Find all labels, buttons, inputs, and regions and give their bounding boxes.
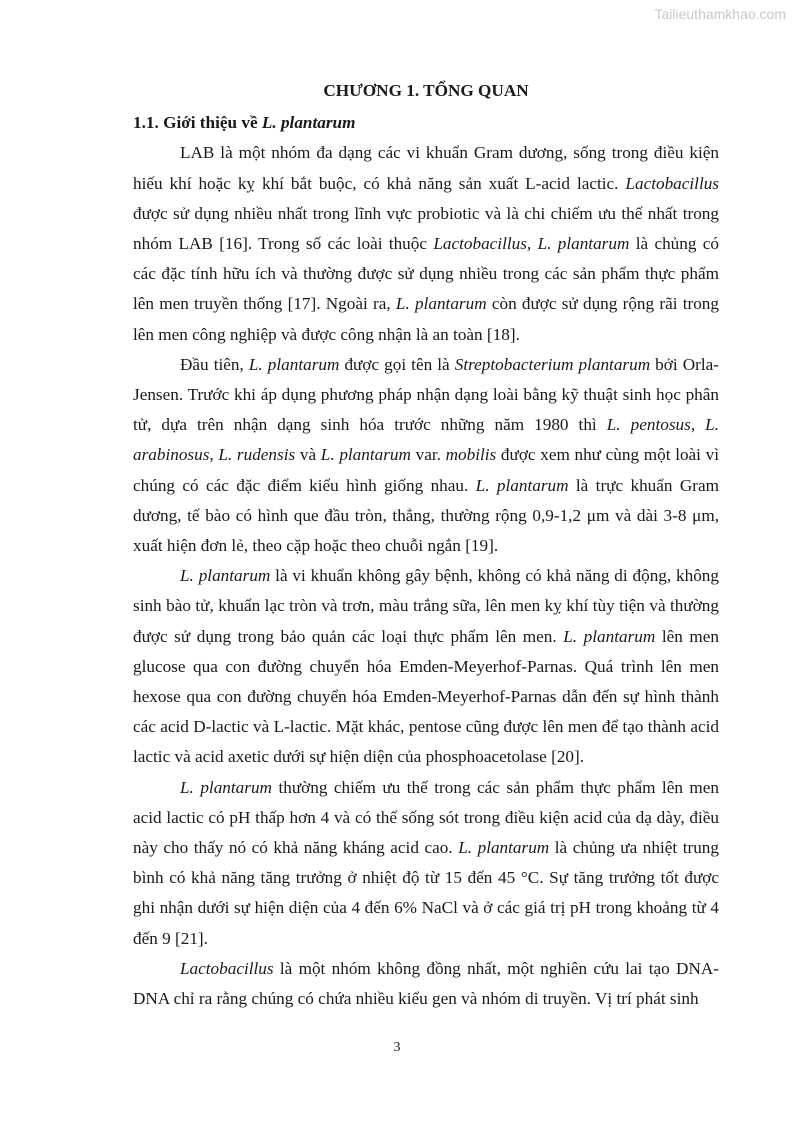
italic-term: L. plantarum (458, 838, 550, 858)
text-run: còn được sử dụng rộng rãi trong lên men công nghiệp và được công nhận là an toàn [18]. (133, 294, 719, 344)
chapter-title: CHƯƠNG 1. TỔNG QUAN (323, 81, 529, 100)
text-run: là một nhóm không đồng nhất, một nghiên cứu lai tạo DNA-DNA chỉ ra rằng chúng có chứa nhiều kiểu gen và nhóm di truyền. Vị trí phát sinh (133, 958, 719, 1009)
italic-term: L. arabinosus (133, 415, 720, 465)
text-run: được xem như cùng một loài vì chúng có các đặc điểm kiểu hình giống nhau. (133, 445, 720, 495)
text-run: var. (410, 445, 446, 465)
italic-term: Streptobacterium plantarum (454, 354, 651, 374)
text-run: và (295, 445, 321, 465)
text-run: là trực khuẩn Gram dương, tế bào có hình que đầu tròn, thẳng, thường rộng 0,9-1,2 μm và dài 3-8 μm, xuất hiện đơn lẻ, theo cặp hoặc theo chuỗi ngắn [19]. (133, 475, 719, 556)
watermark: Tailieuthamkhao.com (654, 6, 786, 22)
text-run: là vi khuẩn không gây bệnh, không có khả năng di động, không sinh bào tử, khuẩn lạc tròn và trơn, màu trắng sữa, lên men kỵ khí tùy tiện và thường được sử dụng trong bảo quản các loại thực phẩm lên men. (133, 566, 719, 646)
italic-term: L. plantarum (180, 566, 271, 586)
text-run: , (690, 415, 706, 435)
paragraph (133, 350, 719, 561)
italic-term: Lactobacillus (180, 958, 274, 978)
italic-term: Lactobacillus (433, 234, 527, 254)
italic-term: L. plantarum (180, 777, 272, 797)
document-page (133, 76, 719, 1014)
body-text (133, 138, 719, 1014)
section-name: L. plantarum (261, 113, 356, 133)
text-run: là chủng có các đặc tính hữu ích và thường được sử dụng nhiều trong các sản phẩm thực phẩm lên men truyền thống [17]. Ngoài ra, (133, 234, 720, 314)
italic-term: L. plantarum (320, 445, 411, 465)
text-run: được gọi tên là (339, 354, 455, 374)
text-run: được sử dụng nhiều nhất trong lĩnh vực probiotic và là chi chiếm ưu thế nhất trong nhóm LAB [16]. Trong số các loài thuộc (133, 203, 719, 254)
italic-term: Lactobacillus (625, 173, 719, 193)
paragraph (133, 954, 719, 1014)
italic-term: L. plantarum (248, 354, 340, 374)
italic-term: mobilis (445, 445, 497, 465)
paragraph (133, 773, 719, 954)
text-run: lên men glucose qua con đường chuyển hóa Emden-Meyerhof-Parnas. Quá trình lên men hexose qua con đường chuyển hóa Emden-Meyerhof-Parnas dẫn đến sự hình thành các acid D-lactic và L-lactic. Mặt khác, pentose cũng được lên men để tạo thành acid lactic và acid axetic dưới sự hiện diện của phosphoacetolase [20]. (133, 626, 720, 767)
italic-term: L. plantarum (537, 234, 630, 254)
text-run: LAB là một nhóm đa dạng các vi khuẩn Gram dương, sống trong điều kiện hiếu khí hoặc kỵ khí bắt buộc, có khả năng sản xuất L-acid lactic. (133, 143, 719, 193)
paragraph (133, 561, 719, 772)
text-run: thường chiếm ưu thế trong các sản phẩm thực phẩm lên men acid lactic có pH thấp hơn 4 và có thể sống sót trong điều kiện acid của dạ dày, điều này cho thấy nó có khả năng kháng acid cao. (133, 777, 719, 858)
italic-term: L. pentosus (606, 415, 691, 435)
italic-term: L. rudensis (218, 445, 296, 465)
text-run: , (209, 445, 219, 465)
section-heading (133, 108, 719, 138)
italic-term: L. plantarum (563, 626, 656, 646)
italic-term: L. plantarum (395, 294, 487, 314)
text-run: , (526, 234, 538, 254)
paragraph (133, 138, 719, 349)
section-number: 1.1. Giới thiệu về (133, 113, 262, 133)
italic-term: L. plantarum (475, 475, 569, 495)
text-run: bởi Orla-Jensen. Trước khi áp dụng phương pháp nhận dạng loài bằng kỹ thuật sinh học phân tử, dựa trên nhận dạng sinh hóa trước những năm 1980 thì (133, 354, 719, 435)
page-number: 3 (393, 1040, 401, 1055)
text-run: là chủng ưa nhiệt trung bình có khả năng tăng trưởng ở nhiệt độ từ 15 đến 45 °C. Sự tăng trưởng tốt được ghi nhận dưới sự hiện diện của 4 đến 6% NaCl và ở các giá trị pH trong khoảng từ 4 đến 9 [21]. (133, 838, 719, 948)
text-run: Đầu tiên, (180, 354, 249, 374)
